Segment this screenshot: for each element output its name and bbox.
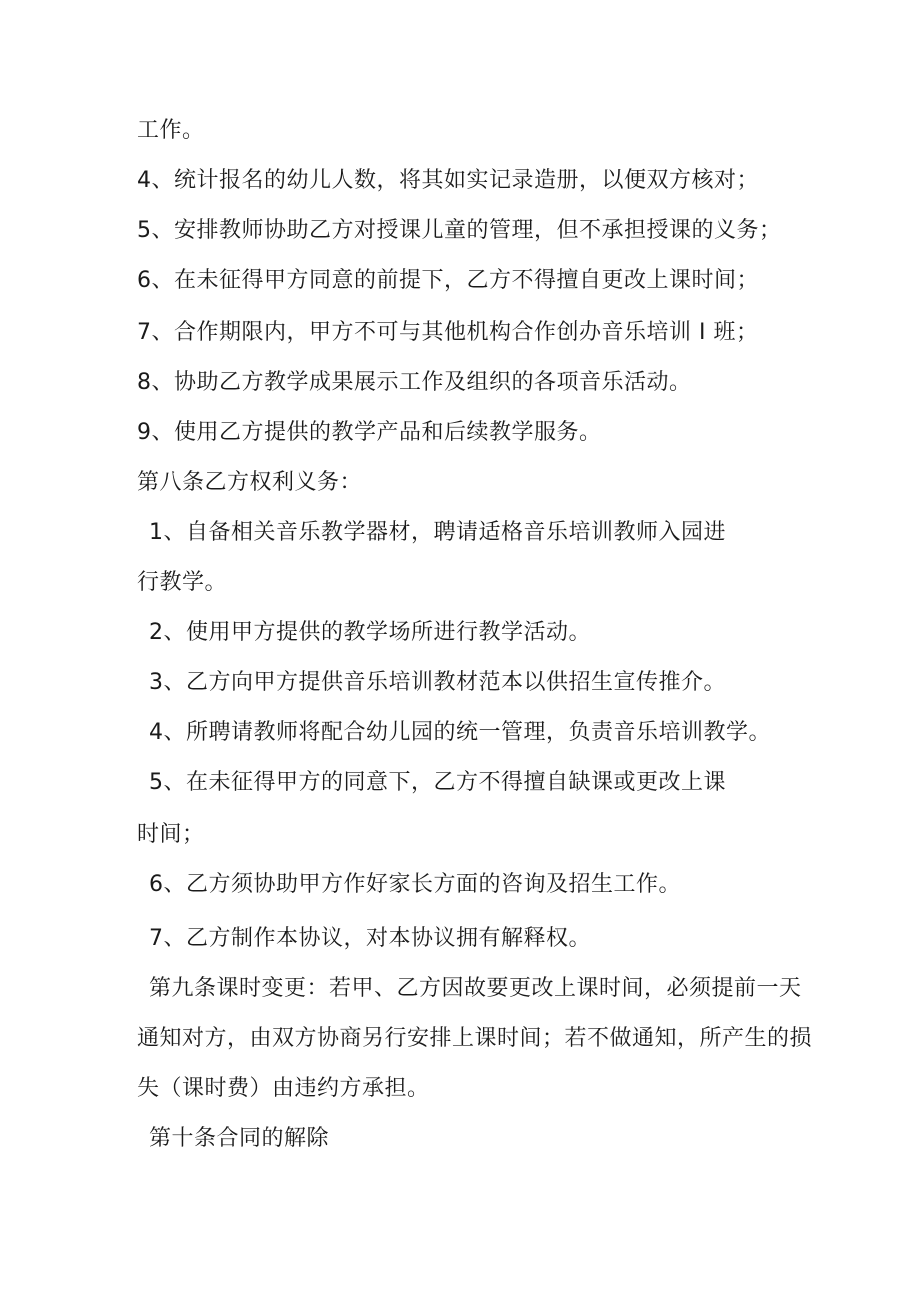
text-line-19: 通知对方，由双方协商另行安排上课时间；若不做通知，所产生的损 (137, 1026, 813, 1051)
section-heading-8: 第八条乙方权利义务： (137, 470, 363, 495)
text-line-3: 5、安排教师协助乙方对授课儿童的管理，但不承担授课的义务； (137, 218, 782, 243)
text-line-5: 7、合作期限内，甲方不可与其他机构合作创办音乐培训 I 班； (137, 320, 759, 345)
text-line-11: 2、使用甲方提供的教学场所进行教学活动。 (149, 620, 591, 645)
text-line-7: 9、使用乙方提供的教学产品和后续教学服务。 (137, 420, 602, 445)
text-line-9: 1、自备相关音乐教学器材，聘请适格音乐培训教师入园进 (149, 520, 726, 545)
section-heading-9: 第九条课时变更：若甲、乙方因故要更改上课时间，必须提前一天 (149, 976, 802, 1001)
text-line-10: 行教学。 (137, 570, 228, 595)
text-line-1: 工作。 (137, 118, 205, 143)
text-line-14: 5、在未征得甲方的同意下，乙方不得擅自缺课或更改上课 (149, 770, 726, 795)
text-line-12: 3、乙方向甲方提供音乐培训教材范本以供招生宣传推介。 (149, 670, 726, 695)
text-line-6: 8、协助乙方教学成果展示工作及组织的各项音乐活动。 (137, 370, 692, 395)
text-line-13: 4、所聘请教师将配合幼儿园的统一管理，负责音乐培训教学。 (149, 720, 771, 745)
text-line-17: 7、乙方制作本协议，对本协议拥有解释权。 (149, 926, 591, 951)
text-line-20: 失（课时费）由违约方承担。 (137, 1076, 430, 1101)
text-line-4: 6、在未征得甲方同意的前提下，乙方不得擅自更改上课时间； (137, 268, 759, 293)
text-line-15: 时间； (137, 822, 205, 847)
text-line-16: 6、乙方须协助甲方作好家长方面的咨询及招生工作。 (149, 872, 681, 897)
section-heading-10: 第十条合同的解除 (149, 1126, 330, 1151)
text-line-2: 4、统计报名的幼儿人数，将其如实记录造册，以便双方核对； (137, 168, 759, 193)
